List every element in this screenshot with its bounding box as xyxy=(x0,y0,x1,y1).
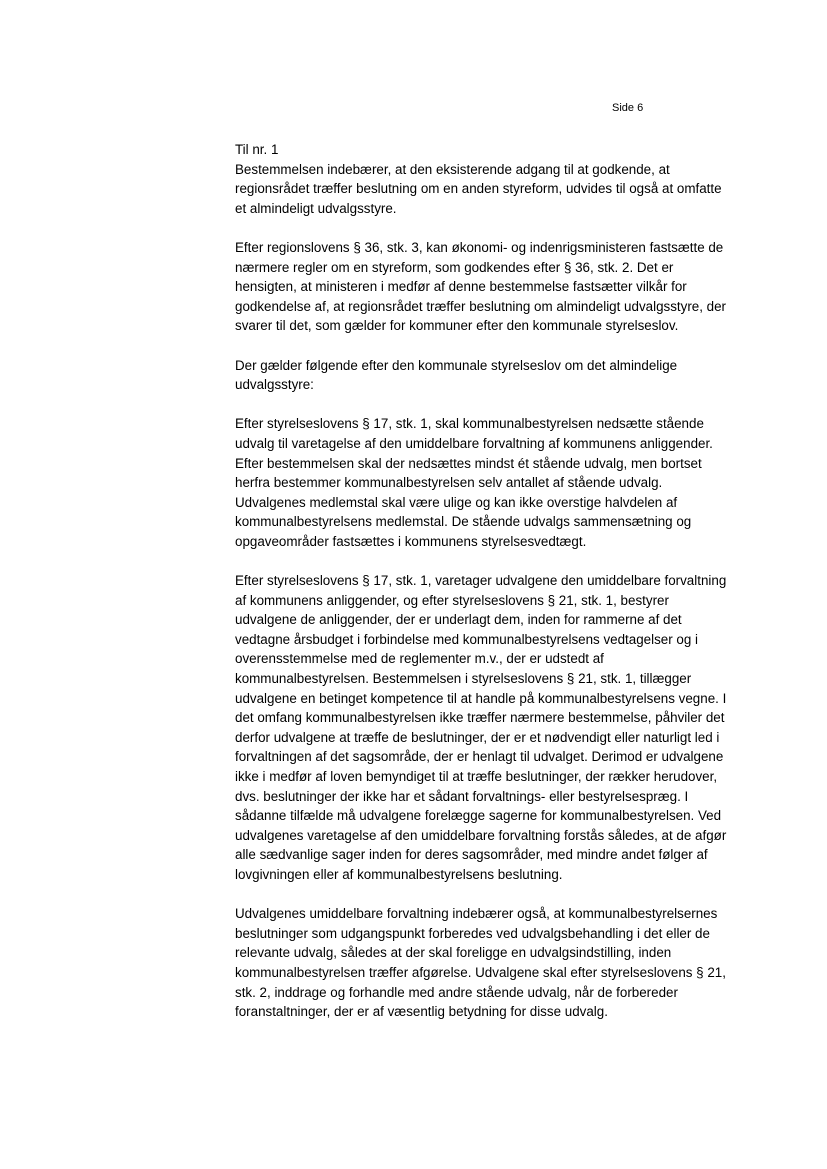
paragraph-line: derfor udvalgene at træffe de beslutninger, der er et nødvendigt eller naturligt led i xyxy=(235,729,720,745)
paragraph-line: det omfang kommunalbestyrelsen ikke træffer nærmere bestemmelse, påhviler det xyxy=(235,710,725,726)
paragraph-line: Efter styrelseslovens § 17, stk. 1, varetager udvalgene den umiddelbare forvaltning xyxy=(235,573,727,589)
paragraph-line: lovgivningen eller af kommunalbestyrelsens beslutning. xyxy=(235,866,563,882)
paragraph-line: udvalgene de anliggender, der er underlagt dem, inden for rammerne af det xyxy=(235,612,682,628)
paragraph-line: Der gælder følgende efter den kommunale styrelseslov om det almindelige xyxy=(235,357,678,373)
paragraph-line: udvalgsstyre: xyxy=(235,377,314,393)
paragraph-line: overensstemmelse med de reglementer m.v., der er udstedt af xyxy=(235,651,604,667)
paragraph-line: af kommunens anliggender, og efter styrelseslovens § 21, stk. 1, bestyrer xyxy=(235,592,669,608)
paragraph-line: forvaltningen af det sagsområde, der er henlagt til udvalget. Derimod er udvalgene xyxy=(235,749,724,765)
paragraph-line: kommunalbestyrelsens medlemstal. De stående udvalgs sammensætning og xyxy=(235,514,692,530)
paragraph-line: godkendelse af, at regionsrådet træffer beslutning om almindeligt udvalgsstyre, der xyxy=(235,298,727,314)
paragraph-5 xyxy=(235,571,755,885)
paragraph-line: foranstaltninger, der er af væsentlig betydning for disse udvalg. xyxy=(235,1004,608,1020)
paragraph-line: vedtagne årsbudget i forbindelse med kommunalbestyrelsens vedtagelser og i xyxy=(235,631,698,647)
paragraph-3 xyxy=(235,356,755,395)
paragraph-line: hensigten, at ministeren i medfør af denne bestemmelse fastsætter vilkår for xyxy=(235,279,687,295)
paragraph-line: Efter bestemmelsen skal der nedsættes mindst ét stående udvalg, men bortset xyxy=(235,455,702,471)
paragraph-1 xyxy=(235,160,755,219)
paragraph-line: regionsrådet træffer beslutning om en anden styreform, udvides til også at omfatte xyxy=(235,181,722,197)
paragraph-line: udvalgenes varetagelse af den umiddelbare forvaltning forstås således, at de afgør xyxy=(235,827,727,843)
paragraph-line: kommunalbestyrelsen. Bestemmelsen i styrelseslovens § 21, stk. 1, tillægger xyxy=(235,671,692,687)
paragraph-line: alle sædvanlige sager inden for deres sagsområder, med mindre andet følger af xyxy=(235,847,708,863)
paragraph-line: sådanne tilfælde må udvalgene forelægge sagerne for kommunalbestyrelsen. Ved xyxy=(235,808,722,824)
paragraph-line: opgaveområder fastsættes i kommunens styrelsesvedtægt. xyxy=(235,533,587,549)
paragraph-2 xyxy=(235,238,755,336)
paragraph-list xyxy=(235,160,755,1022)
paragraph-line: Bestemmelsen indebærer, at den eksisterende adgang til at godkende, at xyxy=(235,161,670,177)
paragraph-line: kommunalbestyrelsen træffer afgørelse. Udvalgene skal efter styrelseslovens § 21, xyxy=(235,964,726,980)
paragraph-line: relevante udvalg, således at der skal foreligge en udvalgsindstilling, inden xyxy=(235,945,672,961)
paragraph-line: stk. 2, inddrage og forhandle med andre stående udvalg, når de forbereder xyxy=(235,984,678,1000)
paragraph-line: herfra bestemmer kommunalbestyrelsen selv antallet af stående udvalg. xyxy=(235,475,663,491)
paragraph-line: udvalgene en betinget kompetence til at handle på kommunalbestyrelsens vegne. I xyxy=(235,690,727,706)
paragraph-line: svarer til det, som gælder for kommuner efter den kommunale styrelseslov. xyxy=(235,318,679,334)
paragraph-line: et almindeligt udvalgsstyre. xyxy=(235,200,397,216)
section-heading: Til nr. 1 xyxy=(235,142,279,157)
paragraph-line: ikke i medfør af loven bemyndiget til at træffe beslutninger, der rækker herudover, xyxy=(235,769,718,784)
paragraph-line: Efter styrelseslovens § 17, stk. 1, skal kommunalbestyrelsen nedsætte stående xyxy=(235,416,704,432)
paragraph-line: dvs. beslutninger der ikke har et sådant forvaltnings- eller bestyrelsespræg. I xyxy=(235,788,689,804)
document-body xyxy=(235,140,755,1041)
paragraph-line: Udvalgenes medlemstal skal være ulige og kan ikke overstige halvdelen af xyxy=(235,494,678,510)
paragraph-line: nærmere regler om en styreform, som godkendes efter § 36, stk. 2. Det er xyxy=(235,259,674,275)
paragraph-line: udvalg til varetagelse af den umiddelbare forvaltning af kommunens anliggender. xyxy=(235,435,713,451)
paragraph-line: Efter regionslovens § 36, stk. 3, kan økonomi- og indenrigsministeren fastsætte de xyxy=(235,239,724,255)
paragraph-line: beslutninger som udgangspunkt forberedes ved udvalgsbehandling i det eller de xyxy=(235,925,710,941)
paragraph-line: Udvalgenes umiddelbare forvaltning indebærer også, at kommunalbestyrelsernes xyxy=(235,906,718,922)
paragraph-4 xyxy=(235,414,755,551)
page-number: Side 6 xyxy=(612,102,644,114)
paragraph-6 xyxy=(235,904,755,1022)
